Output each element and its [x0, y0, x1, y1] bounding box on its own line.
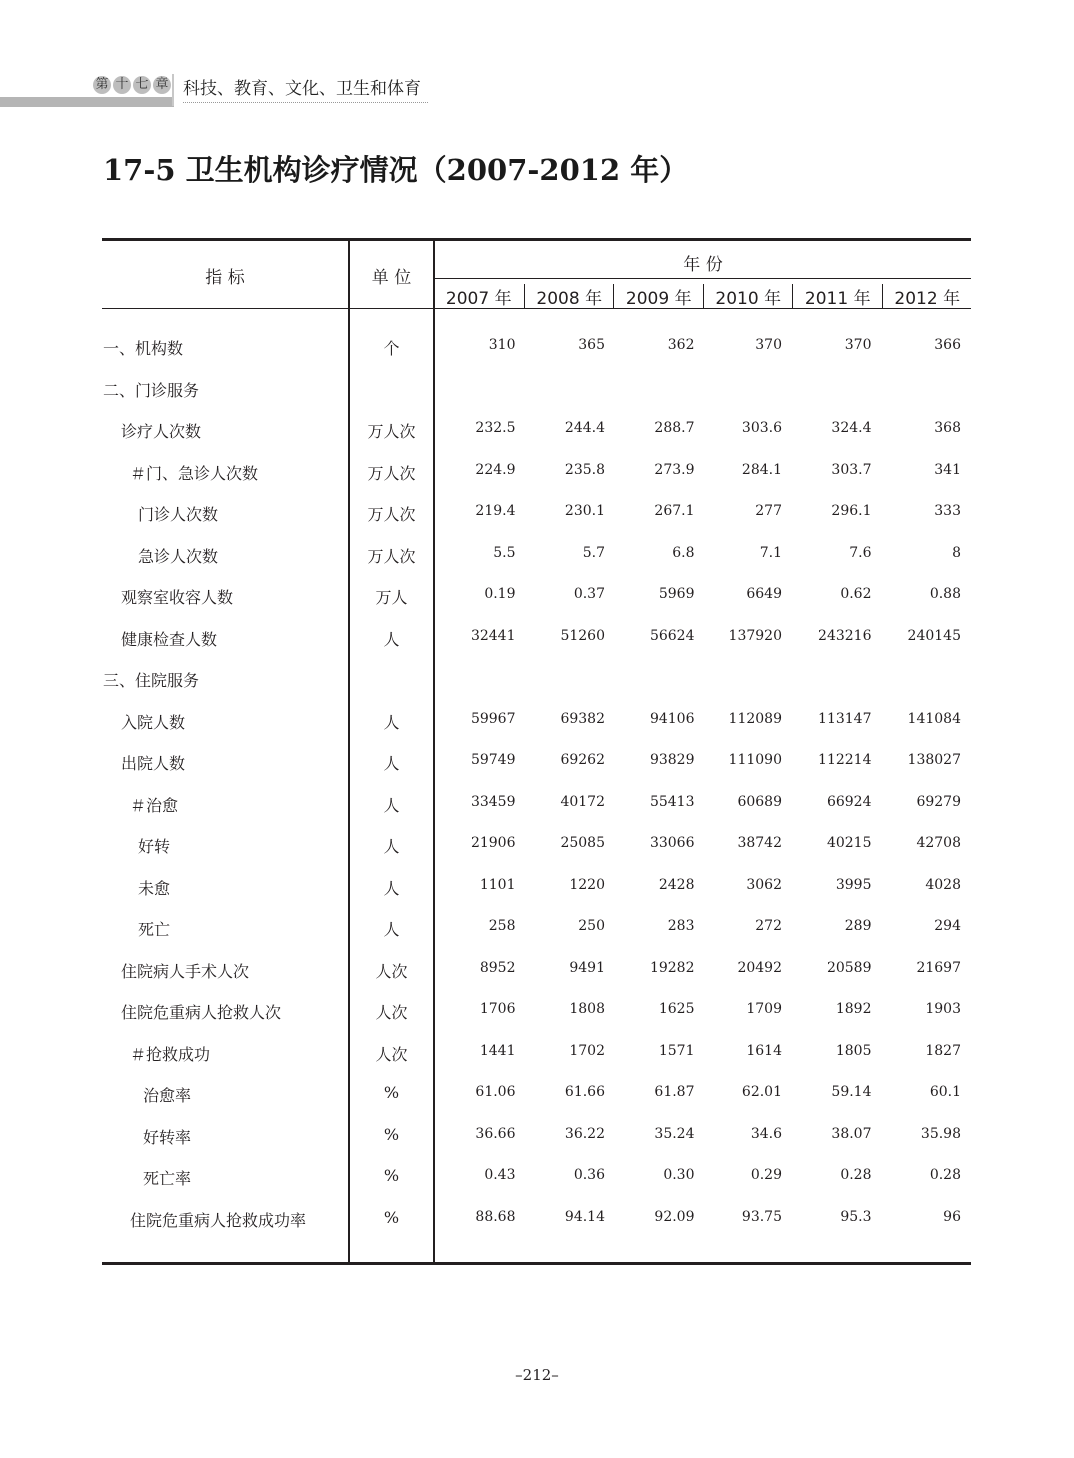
row-value: 368 [934, 420, 961, 436]
row-value: 32441 [470, 627, 516, 644]
chapter-char: 十 [113, 76, 131, 94]
row-value: 230.1 [564, 503, 605, 519]
row-indicator: 治愈率 [143, 1086, 192, 1105]
row-value: 93.75 [741, 1208, 782, 1225]
row-value: 272 [755, 918, 782, 934]
row-indicator: 二、门诊服务 [103, 380, 200, 400]
header-year: 2012 年 [882, 284, 973, 309]
row-value: 20492 [737, 959, 782, 976]
row-value: 94106 [649, 710, 695, 727]
row-value: 137920 [728, 627, 782, 644]
row-value: 4028 [925, 876, 961, 893]
row-value: 61.66 [564, 1084, 605, 1100]
table-row [102, 336, 971, 377]
row-indicator: 入院人数 [121, 712, 186, 732]
row-value: 36.22 [564, 1125, 605, 1142]
row-value: 1220 [569, 876, 605, 893]
table-row [102, 834, 971, 875]
chapter-char: 七 [133, 76, 151, 94]
row-value: 96 [943, 1208, 961, 1225]
row-value: 333 [934, 503, 961, 519]
header-year: 2011 年 [792, 284, 883, 309]
table-row [102, 1042, 971, 1083]
row-value: 66924 [826, 793, 872, 810]
row-value: 61.87 [654, 1084, 695, 1100]
row-indicator: 一、机构数 [103, 339, 184, 358]
row-value: 112214 [818, 752, 872, 768]
row-unit: 个 [383, 339, 400, 358]
row-value: 6.8 [672, 544, 695, 561]
row-value: 51260 [560, 627, 605, 644]
row-value: 93829 [649, 752, 695, 768]
row-value: 62.01 [741, 1084, 782, 1100]
row-value: 1101 [479, 876, 516, 893]
row-indicator: 死亡 [138, 920, 171, 939]
row-value: 8952 [479, 959, 516, 976]
table-bottom-rule [102, 1262, 971, 1265]
chapter-badge [93, 76, 171, 94]
row-indicator: 住院危重病人抢救人次 [121, 1003, 282, 1022]
row-value: 283 [667, 918, 695, 934]
row-value: 1709 [746, 1001, 782, 1017]
table-row [102, 876, 971, 917]
row-unit: 万人 [375, 588, 408, 607]
row-value: 1903 [925, 1001, 961, 1017]
section-title: 科技、教育、文化、卫生和体育 [183, 74, 428, 103]
row-value: 5.5 [493, 544, 516, 561]
row-value: 235.8 [564, 461, 605, 478]
row-indicator: 好转 [138, 837, 171, 856]
row-unit: 万人次 [367, 422, 416, 441]
header-divider [172, 74, 174, 106]
row-value: 92.09 [654, 1208, 695, 1225]
row-value: 113147 [818, 710, 872, 727]
row-value: 6649 [746, 586, 782, 602]
table-row [102, 710, 971, 751]
table-row [102, 585, 971, 626]
table-row [102, 1208, 971, 1249]
row-value: 1614 [746, 1042, 782, 1059]
row-unit: 人次 [375, 1003, 408, 1022]
row-value: 25085 [560, 835, 605, 851]
row-indicator: 未愈 [138, 878, 171, 898]
row-value: 60689 [737, 793, 782, 810]
chapter-char: 章 [153, 76, 171, 94]
row-value: 288.7 [654, 420, 695, 436]
row-value: 69279 [916, 793, 961, 810]
row-value: 250 [578, 918, 605, 934]
table-row [102, 959, 971, 1000]
row-unit: 万人次 [367, 546, 416, 566]
row-unit: % [383, 1166, 400, 1185]
row-unit: % [383, 1207, 400, 1227]
row-unit: 万人次 [367, 505, 416, 524]
row-value: 1892 [835, 1001, 872, 1017]
row-unit: 人 [383, 712, 400, 732]
row-indicator: ＃门、急诊人次数 [130, 463, 259, 483]
row-indicator: 诊疗人次数 [121, 422, 202, 441]
row-unit: 人 [383, 837, 400, 856]
row-value: 296.1 [831, 503, 872, 519]
row-value: 5.7 [582, 544, 605, 561]
row-value: 1827 [925, 1042, 961, 1059]
row-value: 258 [488, 918, 516, 934]
row-value: 244.4 [564, 420, 605, 436]
row-value: 21906 [470, 835, 516, 851]
row-value: 33066 [649, 835, 695, 851]
row-value: 324.4 [831, 420, 872, 436]
row-value: 88.68 [475, 1208, 516, 1225]
row-value: 0.43 [484, 1167, 516, 1183]
row-unit: 人 [383, 795, 400, 815]
header-year: 2007 年 [445, 289, 512, 309]
row-value: 38742 [737, 835, 782, 851]
row-value: 138027 [907, 752, 961, 768]
row-value: 277 [755, 503, 782, 519]
row-unit: % [383, 1083, 400, 1102]
row-value: 34.6 [750, 1125, 782, 1142]
row-unit: 人次 [375, 961, 408, 981]
row-value: 1808 [569, 1001, 605, 1017]
row-unit: 人 [383, 920, 400, 939]
page-title: 17-5 卫生机构诊疗情况（2007-2012 年） [103, 153, 689, 187]
row-unit: 人次 [375, 1044, 408, 1064]
page-number: –212– [515, 1366, 559, 1384]
row-value: 35.24 [654, 1125, 695, 1142]
table-row [102, 378, 971, 419]
header-unit: 单 位 [371, 268, 412, 288]
row-indicator: 住院病人手术人次 [121, 961, 250, 981]
chapter-char: 第 [93, 76, 111, 94]
row-value: 1805 [835, 1042, 872, 1059]
row-value: 1625 [658, 1001, 695, 1017]
row-value: 294 [934, 918, 961, 934]
table-row [102, 917, 971, 958]
row-value: 33459 [470, 793, 516, 810]
row-value: 5969 [658, 586, 695, 602]
row-value: 341 [934, 461, 961, 478]
table-row [102, 461, 971, 502]
header-year: 2010 年 [703, 284, 794, 309]
row-value: 21697 [916, 959, 961, 976]
table-top-rule [102, 238, 971, 241]
row-indicator: 健康检查人数 [121, 629, 218, 649]
row-value: 0.28 [840, 1167, 872, 1183]
row-value: 3062 [746, 876, 782, 893]
row-value: 60.1 [929, 1084, 961, 1100]
row-value: 0.28 [929, 1167, 961, 1183]
row-indicator: 急诊人次数 [138, 546, 219, 566]
table-row [102, 502, 971, 543]
row-value: 69382 [560, 710, 605, 727]
row-value: 55413 [649, 793, 695, 810]
row-value: 365 [578, 337, 605, 353]
row-value: 40172 [560, 793, 605, 810]
row-value: 273.9 [654, 461, 695, 478]
row-indicator: ＃治愈 [130, 795, 179, 815]
row-value: 0.37 [573, 586, 605, 602]
table-row [102, 544, 971, 585]
row-value: 56624 [649, 627, 695, 644]
row-value: 7.6 [849, 544, 872, 561]
row-indicator: 好转率 [143, 1127, 192, 1147]
row-indicator: 观察室收容人数 [121, 588, 234, 607]
row-unit: 人 [383, 629, 400, 649]
row-value: 0.62 [840, 586, 872, 602]
row-value: 141084 [907, 710, 961, 727]
row-value: 303.7 [831, 461, 872, 478]
header-indicator: 指 标 [205, 268, 245, 288]
row-value: 310 [488, 337, 516, 353]
row-value: 232.5 [475, 420, 516, 436]
row-indicator: ＃抢救成功 [130, 1044, 211, 1064]
row-value: 0.36 [573, 1167, 605, 1183]
row-value: 0.30 [663, 1167, 695, 1183]
row-value: 8 [952, 544, 961, 561]
row-value: 20589 [826, 959, 872, 976]
row-value: 36.66 [475, 1125, 516, 1142]
table-row [102, 419, 971, 460]
table-row [102, 668, 971, 709]
table-row [102, 1125, 971, 1166]
row-value: 267.1 [654, 503, 695, 519]
row-value: 366 [934, 337, 961, 353]
row-indicator: 三、住院服务 [103, 671, 200, 690]
row-value: 219.4 [475, 503, 516, 519]
row-value: 7.1 [759, 544, 782, 561]
row-value: 59967 [470, 710, 516, 727]
header-bar [0, 97, 174, 107]
row-value: 69262 [560, 752, 605, 768]
row-value: 303.6 [741, 420, 782, 436]
row-value: 1706 [479, 1001, 516, 1017]
row-value: 1571 [658, 1042, 695, 1059]
header-year-group: 年 份 [683, 255, 723, 275]
table-row [102, 627, 971, 668]
row-unit: 人 [383, 754, 400, 773]
table-row [102, 1000, 971, 1041]
row-value: 289 [844, 918, 872, 934]
row-indicator: 住院危重病人抢救成功率 [130, 1210, 307, 1230]
row-value: 35.98 [920, 1125, 961, 1142]
row-unit: 人 [383, 878, 400, 898]
row-indicator: 死亡率 [143, 1169, 192, 1188]
table-row [102, 1083, 971, 1124]
row-value: 243216 [818, 627, 872, 644]
row-value: 59749 [470, 752, 516, 768]
row-value: 19282 [649, 959, 695, 976]
row-value: 9491 [569, 959, 605, 976]
table-row [102, 1166, 971, 1207]
row-value: 94.14 [564, 1208, 605, 1225]
row-value: 40215 [826, 835, 872, 851]
row-unit: % [383, 1124, 400, 1144]
row-value: 3995 [835, 876, 872, 893]
row-value: 95.3 [840, 1208, 872, 1225]
row-value: 61.06 [475, 1084, 516, 1100]
row-value: 1441 [479, 1042, 516, 1059]
row-value: 240145 [907, 627, 961, 644]
row-unit: 万人次 [367, 463, 416, 483]
row-value: 0.88 [929, 586, 961, 602]
row-value: 2428 [658, 876, 695, 893]
row-value: 1702 [569, 1042, 605, 1059]
row-value: 224.9 [475, 461, 516, 478]
row-value: 38.07 [831, 1125, 872, 1142]
row-value: 111090 [728, 752, 782, 768]
table-row [102, 793, 971, 834]
row-value: 0.29 [750, 1167, 782, 1183]
header-year: 2008 年 [524, 284, 615, 309]
row-value: 0.19 [484, 586, 516, 602]
row-value: 112089 [728, 710, 782, 727]
row-value: 370 [755, 337, 782, 353]
row-value: 42708 [916, 835, 961, 851]
header-year: 2009 年 [613, 284, 704, 309]
row-indicator: 出院人数 [121, 754, 186, 773]
row-value: 59.14 [831, 1084, 872, 1100]
row-value: 284.1 [741, 461, 782, 478]
row-value: 362 [667, 337, 695, 353]
table-row [102, 751, 971, 792]
row-indicator: 门诊人次数 [138, 505, 219, 524]
row-value: 370 [844, 337, 872, 353]
year-group-rule [434, 278, 971, 279]
